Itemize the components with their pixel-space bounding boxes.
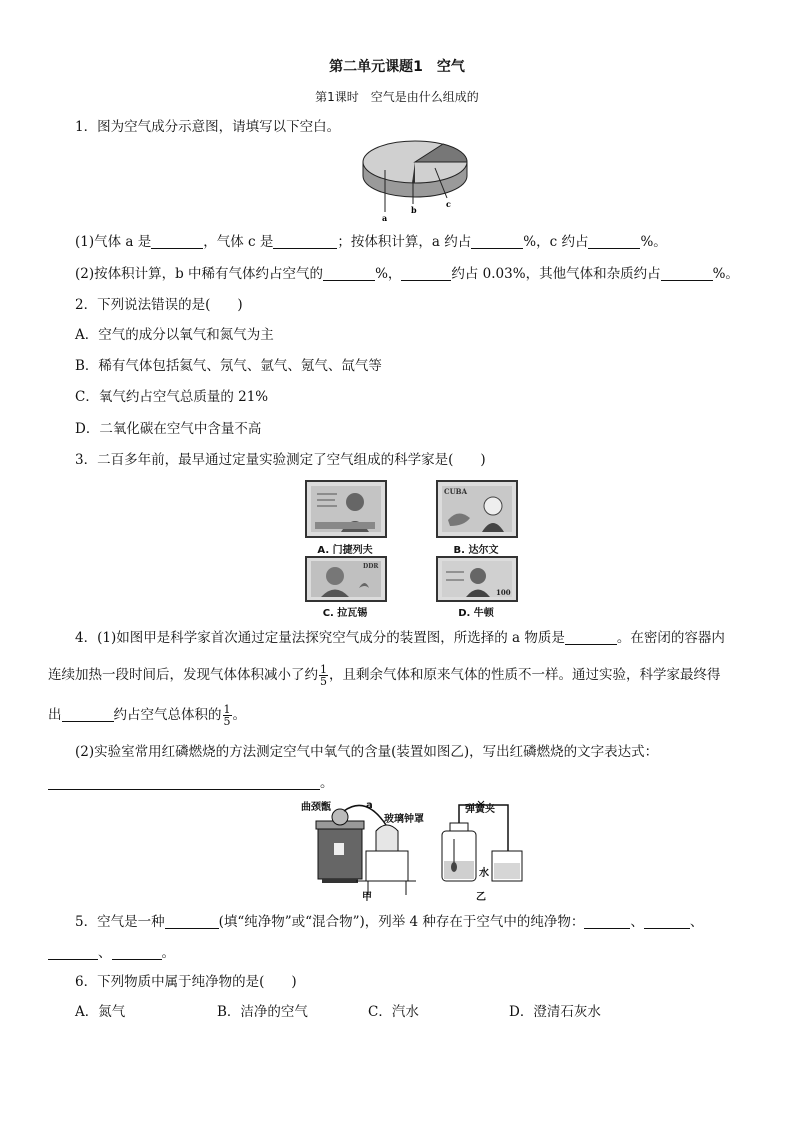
blank[interactable]: [151, 234, 203, 249]
label-water: 水: [479, 868, 489, 879]
q2-option-d: D．二氧化碳在空气中含量不高: [75, 421, 262, 437]
caption-d: D. 牛顿: [458, 608, 494, 619]
blank[interactable]: [273, 234, 337, 249]
blank[interactable]: [165, 914, 219, 929]
q2-option-b: B．稀有气体包括氦气、氖气、氩气、氪气、氙气等: [75, 358, 382, 374]
blank[interactable]: [584, 914, 630, 929]
q3-stem: 3．二百多年前，最早通过定量实验测定了空气组成的科学家是( ): [75, 452, 486, 468]
q6-option-d: D．澄清石灰水: [509, 1004, 601, 1020]
q4-line5: 。: [48, 774, 334, 792]
blank[interactable]: [401, 266, 451, 281]
q6-option-b: B．洁净的空气: [217, 1004, 308, 1020]
q2-option-c: C．氧气约占空气总质量的 21%: [75, 389, 269, 405]
q4-line4: (2)实验室常用红磷燃烧的方法测定空气中氧气的含量(装置如图乙)，写出红磷燃烧的文字表达式：: [75, 744, 659, 760]
q6-stem: 6．下列物质中属于纯净物的是( ): [75, 974, 297, 990]
stamp-mendeleev: [305, 480, 387, 538]
q1-line1: (1)气体 a 是 ，气体 c 是 ；按体积计算，a 约占 %，c 约占 %。: [75, 234, 667, 250]
q4-line2: 连续加热一段时间后，发现气体体积减小了约 $\frac{1}{5}$ ，且剩余气体和原来气体的性质不一样。通过实验，科学家最终得: [48, 663, 721, 688]
stamp-darwin: [436, 480, 518, 538]
stamp-text-cuba: CUBA: [444, 487, 468, 496]
label-spring-clip: 弹簧夹: [465, 804, 495, 815]
blank[interactable]: [565, 630, 617, 645]
blank[interactable]: [323, 266, 375, 281]
blank[interactable]: [112, 945, 162, 960]
air-composition-pie-figure: [355, 140, 475, 225]
q2-option-a: A．空气的成分以氧气和氮气为主: [75, 327, 274, 343]
pie-label-a: a: [382, 213, 388, 223]
label-a: a: [366, 800, 373, 811]
q6-option-a: A．氮气: [75, 1004, 126, 1020]
fraction-one-fifth: $\frac{1}{5}$: [223, 703, 231, 728]
caption-a: A. 门捷列夫: [317, 545, 373, 556]
q2-stem: 2．下列说法错误的是( ): [75, 297, 243, 313]
blank[interactable]: [62, 707, 114, 722]
q5-line2: 、 。: [48, 944, 175, 962]
label-jia: 甲: [362, 892, 372, 903]
caption-c: C. 拉瓦锡: [322, 608, 368, 619]
stamp-text-ddr: DDR: [363, 563, 379, 570]
label-retort: 曲颈甑: [301, 802, 331, 813]
fraction-one-fifth: $\frac{1}{5}$: [320, 663, 327, 688]
stamp-text-100: 100: [496, 588, 511, 597]
blank[interactable]: [644, 914, 690, 929]
q1-line2: (2)按体积计算，b 中稀有气体约占空气的 %， 约占 0.03%，其他气体和杂质约占 %。: [75, 266, 739, 282]
blank[interactable]: [48, 945, 98, 960]
caption-b: B. 达尔文: [453, 545, 499, 556]
stamp-newton: [436, 556, 518, 602]
pie-label-c: c: [446, 199, 451, 209]
page-title: 第二单元课题1 空气: [329, 59, 465, 75]
q6-option-c: C．汽水: [368, 1004, 419, 1020]
q4-line3: 出 约占空气总体积的 $\frac{1}{5}$ 。: [48, 703, 246, 728]
label-yi: 乙: [476, 892, 486, 903]
q5-line1: 5．空气是一种 (填“纯净物”或“混合物”)，列举 4 种存在于空气中的纯净物： 、 、: [75, 914, 704, 930]
blank[interactable]: [661, 266, 713, 281]
blank[interactable]: [471, 234, 523, 249]
label-bell-jar: 玻璃钟罩: [384, 814, 424, 825]
page-subtitle: 第1课时 空气是由什么组成的: [315, 90, 479, 104]
q1-stem: 1．图为空气成分示意图，请填写以下空白。: [75, 119, 341, 135]
stamp-lavoisier: [305, 556, 387, 602]
q4-line1: 4．(1)如图甲是科学家首次通过定量法探究空气成分的装置图，所选择的 a 物质是 。在密闭的容器内: [75, 630, 725, 646]
blank[interactable]: [588, 234, 640, 249]
pie-label-b: b: [411, 205, 417, 215]
answer-line[interactable]: [48, 775, 320, 790]
